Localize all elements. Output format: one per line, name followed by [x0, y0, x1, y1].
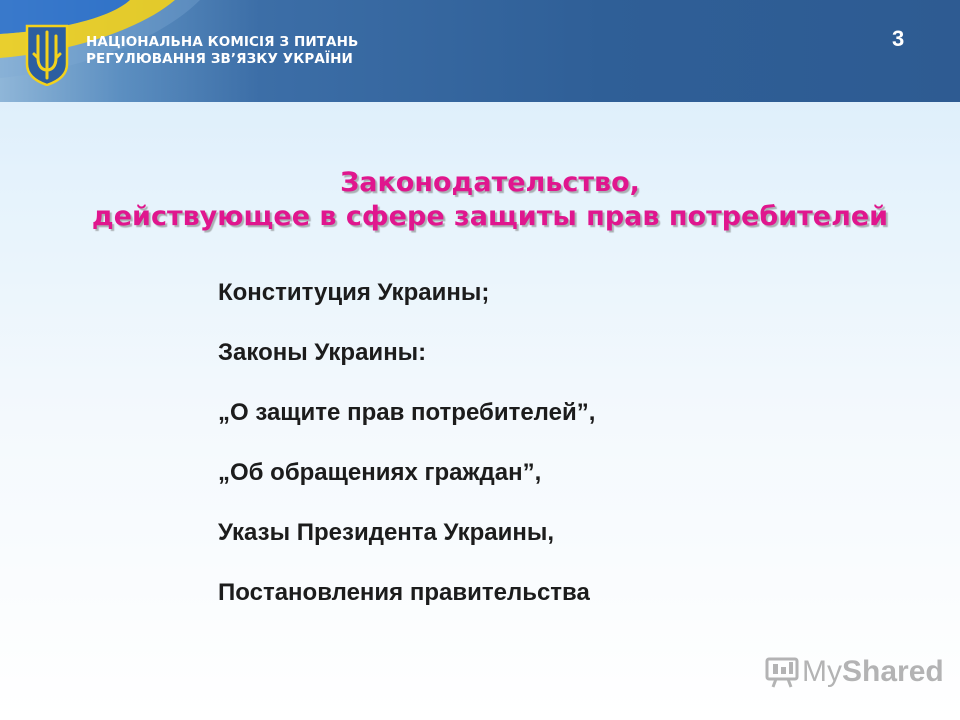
- list-item: Законы Украины:: [218, 339, 427, 366]
- legislation-list: [218, 278, 595, 638]
- header-banner: [0, 0, 960, 102]
- organization-name-line1: НАЦІОНАЛЬНА КОМІСІЯ З ПИТАНЬ: [86, 34, 359, 50]
- list-item: Указы Президента Украины,: [218, 519, 554, 546]
- myshared-watermark: [764, 652, 944, 692]
- list-item: Конституция Украины;: [218, 279, 490, 306]
- organization-name: [86, 34, 358, 68]
- list-item: Постановления правительства: [218, 579, 590, 606]
- watermark-text-shared: Shared: [842, 655, 944, 688]
- list-item: „Об обращениях граждан”,: [218, 459, 542, 486]
- watermark-text-my: My: [802, 655, 842, 688]
- slide-title: [0, 166, 960, 234]
- page-number: 3: [892, 26, 905, 51]
- list-item: „О защите прав потребителей”,: [218, 399, 596, 426]
- ukraine-trident-icon: [24, 24, 70, 86]
- slide-title-line1: Законодательство,: [340, 167, 640, 198]
- organization-name-line2: РЕГУЛЮВАННЯ ЗВ’ЯЗКУ УКРАЇНИ: [86, 51, 353, 67]
- myshared-logo-icon: [764, 655, 802, 689]
- slide-title-line2: действующее в сфере защиты прав потребителей: [91, 201, 889, 232]
